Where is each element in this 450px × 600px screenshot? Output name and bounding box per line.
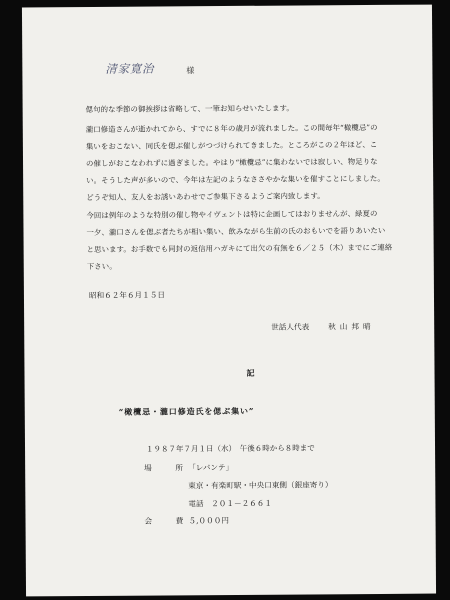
opening-line: 偲句的な季節の御挨拶は省略して、一筆お知らせいたします。: [85, 103, 294, 114]
fee-label: 会 費: [144, 516, 192, 526]
memorial-paragraph-line-5: どうぞ知人、友人をお誘いあわせでご参集下さるようご案内致します。: [86, 191, 325, 202]
fee-amount: ５,０００円: [188, 516, 229, 526]
signatory-role: 世話人代表: [271, 322, 310, 332]
venue-label: 場 所: [144, 463, 191, 473]
signatory-name: 秋山邦晴: [328, 321, 375, 332]
event-paragraph-line-4: 下さい。: [86, 261, 117, 271]
event-paragraph-line-3: と思います。お手数でも同封の返信用ハガキにて出欠の有無を６／２５（木）までにご連絡: [86, 242, 393, 254]
handwritten-addressee-name: 清家寛治: [105, 61, 155, 76]
venue-address: 東京・有楽町駅・中央口東側（銀座寄り）: [188, 480, 333, 491]
venue-name: 「レバンテ」: [188, 462, 234, 473]
addressee-honorific: 様: [186, 66, 195, 76]
letter-sheet: [22, 5, 436, 597]
memorial-paragraph-line-2: 集いをおこない、同氏を偲ぶ催しがつづけられてきました。ところがこの２年ほど、こ: [85, 139, 378, 151]
event-paragraph-line-2: 一夕、瀧口さんを偲ぶ者たちが相い集い、飲みながら生前の氏のおもいでを語りあいたい: [86, 225, 386, 237]
memorial-paragraph-line-1: 瀧口修造さんが逝かれてから、すでに８年の歳月が流れました。この間毎年“橄欖忌”の: [85, 122, 378, 134]
venue-phone: 電話 ２０１－２６６１: [188, 498, 272, 509]
event-date-time: １９８７年７月１日（水） 午後６時から８時まで: [146, 443, 315, 454]
notice-heading: 記: [246, 367, 255, 378]
memorial-paragraph-line-3: の催しがおこなわれずに過ぎました。やはり“橄欖忌”に集わないでは寂しい、物足りな: [86, 156, 378, 168]
letter-date: 昭和６２年６月１５日: [88, 290, 165, 300]
memorial-paragraph-line-4: い。そうした声が多いので、今年は左記のようなささやかな集いを催すことにしました。: [86, 173, 385, 185]
event-title: “橄欖忌・瀧口修造氏を偲ぶ集い”: [118, 405, 255, 417]
event-paragraph-line-1: 今回は例年のような特別の催し物やイヴェントは特に企画してはおりませんが、緑夏の: [86, 208, 378, 220]
